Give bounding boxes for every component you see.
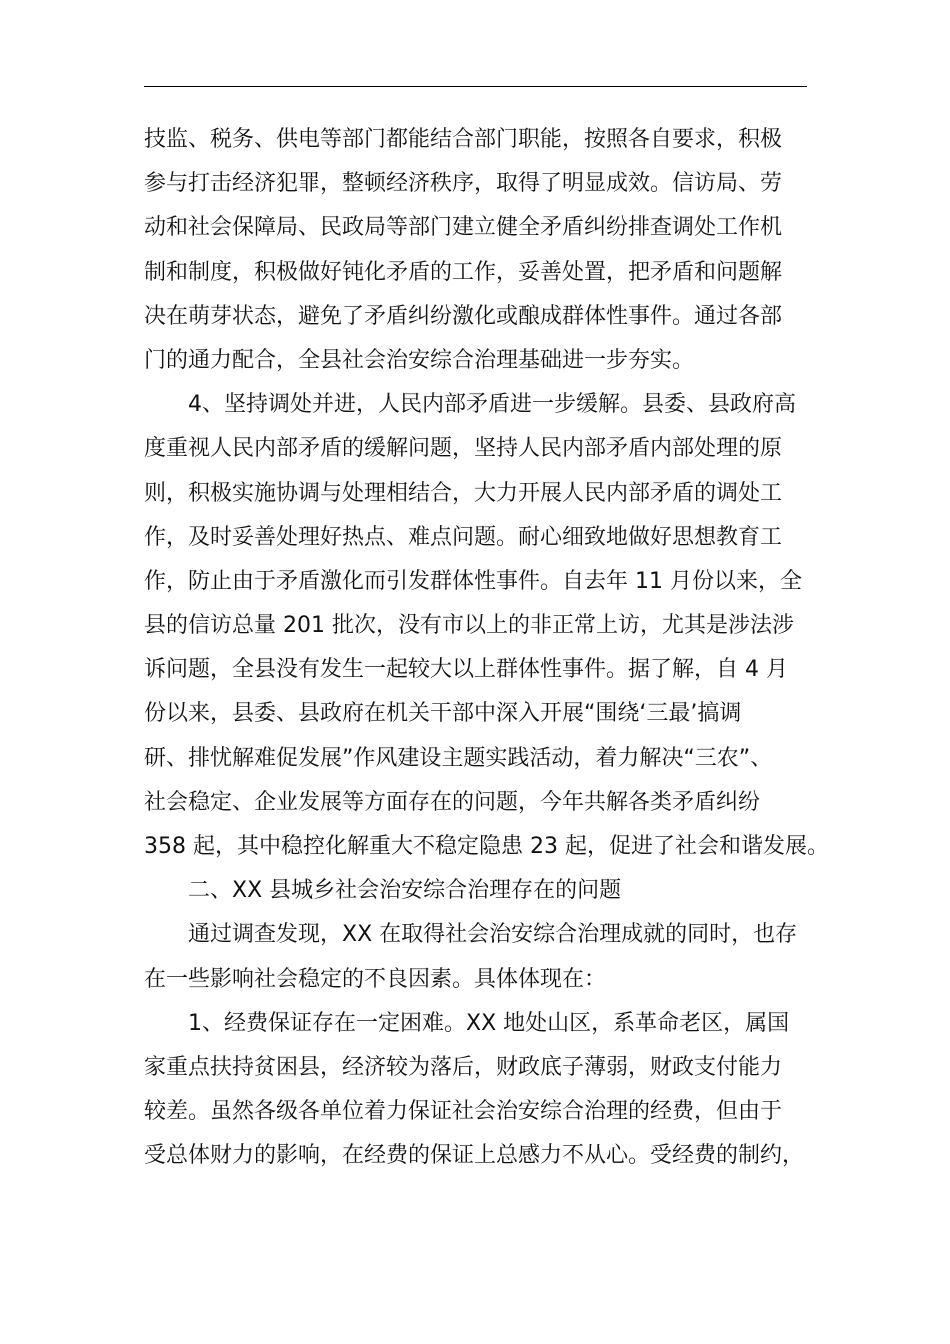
text-line: 二、XX 县城乡社会治安综合治理存在的问题	[188, 878, 622, 904]
text-line: 门的通力配合，全县社会治安综合治理基础进一步夯实。	[144, 347, 695, 373]
text-line: 社会稳定、企业发展等方面存在的问题，今年共解各类矛盾纠纷	[144, 789, 761, 815]
text-line: 县的信访总量 201 批次，没有市以上的非正常上访，尤其是涉法涉	[144, 613, 794, 639]
text-line: 1、经费保证存在一定困难。XX 地处山区，系革命老区，属国	[188, 1010, 790, 1036]
text-line: 则，积极实施协调与处理相结合，大力开展人民内部矛盾的调处工	[144, 480, 783, 506]
text-line: 358 起，其中稳控化解重大不稳定隐患 23 起，促进了社会和谐发展。	[144, 834, 829, 859]
header-rule	[144, 86, 807, 87]
text-line: 度重视人民内部矛盾的缓解问题，坚持人民内部矛盾内部处理的原	[144, 436, 783, 462]
text-line: 作，防止由于矛盾激化而引发群体性事件。自去年 11 月份以来，全	[144, 568, 802, 594]
text-line: 诉问题，全县没有发生一起较大以上群体性事件。据了解，自 4 月	[144, 657, 788, 683]
text-line: 决在萌芽状态，避免了矛盾纠纷激化或酿成群体性事件。通过各部	[144, 303, 783, 329]
text-line: 份以来，县委、县政府在机关干部中深入开展“围绕‘三最’搞调	[144, 701, 742, 727]
text-line: 作，及时妥善处理好热点、难点问题。耐心细致地做好思想教育工	[144, 524, 783, 550]
text-line: 受总体财力的影响，在经费的保证上总感力不从心。受经费的制约，	[144, 1143, 805, 1169]
text-line: 制和制度，积极做好钝化矛盾的工作，妥善处置，把矛盾和问题解	[144, 259, 783, 285]
text-line: 动和社会保障局、民政局等部门建立健全矛盾纠纷排查调处工作机	[144, 215, 783, 241]
text-line: 家重点扶持贫困县，经济较为落后，财政底子薄弱，财政支付能力	[144, 1054, 783, 1080]
text-line: 在一些影响社会稳定的不良因素。具体体现在：	[144, 966, 607, 992]
document-body	[144, 118, 829, 1179]
text-line: 通过调查发现，XX 在取得社会治安综合治理成就的同时，也存	[188, 922, 798, 948]
text-line: 研、排忧解难促发展”作风建设主题实践活动，着力解决“三农”、	[144, 745, 773, 771]
text-line: 技监、税务、供电等部门都能结合部门职能，按照各自要求，积极	[144, 127, 783, 152]
text-line: 参与打击经济犯罪，整顿经济秩序，取得了明显成效。信访局、劳	[144, 171, 783, 197]
text-line: 4、坚持调处并进，人民内部矛盾进一步缓解。县委、县政府高	[188, 392, 796, 418]
text-line: 较差。虽然各级各单位着力保证社会治安综合治理的经费，但由于	[144, 1099, 783, 1125]
